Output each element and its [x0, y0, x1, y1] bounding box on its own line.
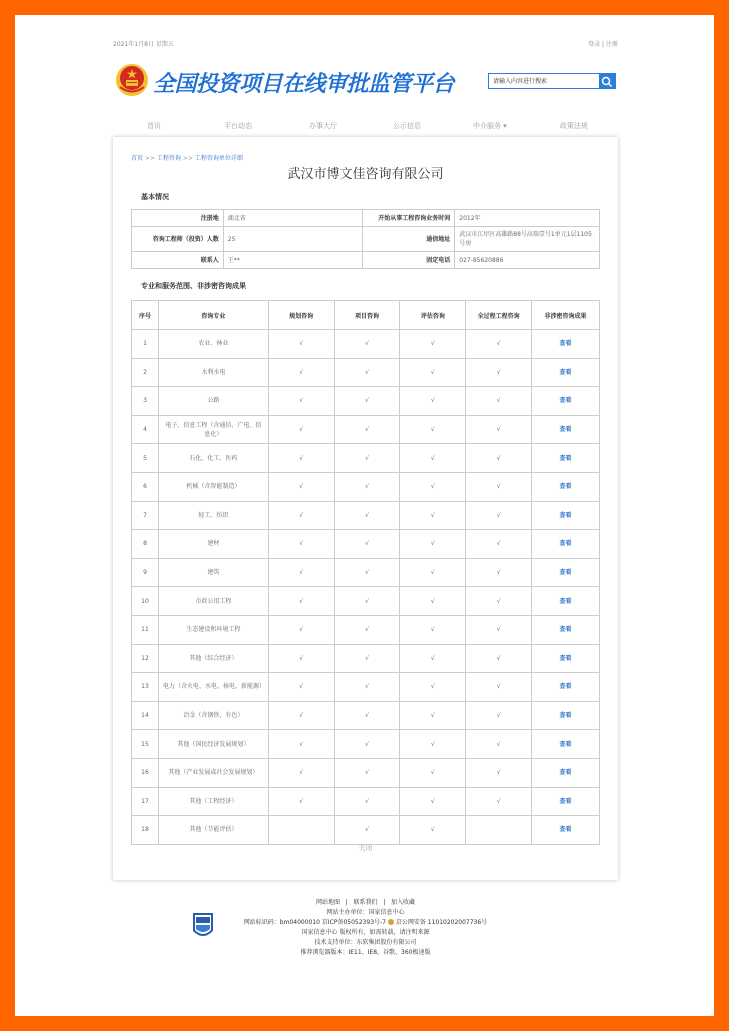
contact-value: 王**: [223, 252, 363, 269]
page: [15, 15, 714, 1016]
row-specialty: 轻工、纺织: [158, 501, 268, 530]
check-plan: √: [268, 758, 334, 787]
table-row: [132, 787, 600, 816]
view-results-link[interactable]: 查看: [532, 472, 600, 501]
footer-links: [113, 898, 618, 908]
check-whole: √: [466, 501, 532, 530]
table-row: [132, 615, 600, 644]
view-results-link[interactable]: 查看: [532, 387, 600, 416]
view-results-link[interactable]: 查看: [532, 701, 600, 730]
check-whole: √: [466, 758, 532, 787]
contact-us-link[interactable]: 联系我们: [353, 899, 378, 906]
close-button[interactable]: 关闭: [358, 844, 373, 852]
row-number: 18: [132, 816, 159, 845]
check-whole: √: [466, 358, 532, 387]
check-whole: √: [466, 615, 532, 644]
row-specialty: 市政公用工程: [158, 587, 268, 616]
table-row: [132, 530, 600, 559]
table-row: [132, 227, 600, 252]
check-eval: √: [400, 530, 466, 559]
services-table: [131, 300, 600, 845]
separator: |: [602, 41, 605, 48]
nav-public-info[interactable]: 公示信息: [393, 122, 421, 130]
nav-home[interactable]: 首页: [147, 122, 161, 130]
view-results-link[interactable]: 查看: [532, 501, 600, 530]
row-specialty: 农业、林业: [158, 330, 268, 359]
check-project: √: [334, 787, 400, 816]
check-eval: √: [400, 472, 466, 501]
table-row: [132, 210, 600, 227]
detail-card: [113, 137, 618, 880]
contact-label: 联系人: [132, 252, 224, 269]
table-row: [132, 501, 600, 530]
address-label: 通信地址: [363, 227, 455, 252]
check-project: √: [334, 415, 400, 444]
police-badge-icon: [388, 919, 394, 925]
sitemap-link[interactable]: 网站地图: [315, 899, 340, 906]
check-whole: √: [466, 530, 532, 559]
check-project: √: [334, 387, 400, 416]
header-col-project: 项目咨询: [334, 301, 400, 330]
check-plan: √: [268, 415, 334, 444]
row-specialty: 建材: [158, 530, 268, 559]
view-results-link[interactable]: 查看: [532, 758, 600, 787]
row-specialty: 水利水电: [158, 358, 268, 387]
register-link[interactable]: 注册: [605, 41, 618, 48]
breadcrumb-home[interactable]: 首页: [131, 155, 144, 162]
header-col-planning: 规划咨询: [268, 301, 334, 330]
top-bar: [113, 39, 618, 51]
row-number: 9: [132, 558, 159, 587]
view-results-link[interactable]: 查看: [532, 558, 600, 587]
check-whole: √: [466, 701, 532, 730]
table-row: [132, 701, 600, 730]
row-number: 15: [132, 730, 159, 759]
row-number: 5: [132, 444, 159, 473]
check-whole: √: [466, 787, 532, 816]
site-title[interactable]: 全国投资项目在线审批监管平台: [153, 72, 455, 97]
check-project: √: [334, 701, 400, 730]
search-box: [488, 73, 616, 89]
check-whole: √: [466, 587, 532, 616]
view-results-link[interactable]: 查看: [532, 330, 600, 359]
nav-intermediary-services[interactable]: 中介服务 ▾: [473, 122, 507, 130]
reg-place-value: 湖北省: [223, 210, 363, 227]
start-time-label: 开始从事工程咨询业务时间: [363, 210, 455, 227]
nav-platform-news[interactable]: 平台动态: [224, 122, 252, 130]
view-results-link[interactable]: 查看: [532, 587, 600, 616]
main-nav: [113, 121, 618, 135]
check-eval: √: [400, 501, 466, 530]
view-results-link[interactable]: 查看: [532, 615, 600, 644]
basic-info-title: 基本情况: [141, 193, 169, 201]
check-eval: √: [400, 358, 466, 387]
table-row: [132, 252, 600, 269]
check-plan: √: [268, 358, 334, 387]
check-eval: √: [400, 330, 466, 359]
header-col-specialty: 咨询专业: [158, 301, 268, 330]
table-row: [132, 587, 600, 616]
table-row: [132, 730, 600, 759]
table-row: [132, 644, 600, 673]
check-whole: √: [466, 558, 532, 587]
check-project: √: [334, 444, 400, 473]
breadcrumb: [131, 153, 243, 162]
national-emblem-icon: [115, 63, 149, 97]
table-header-row: [132, 301, 600, 330]
basic-info-table: [131, 209, 600, 269]
row-number: 13: [132, 673, 159, 702]
table-row: [132, 415, 600, 444]
table-row: [132, 558, 600, 587]
reg-place-label: 注册地: [132, 210, 224, 227]
login-link[interactable]: 登录: [588, 41, 601, 48]
row-number: 12: [132, 644, 159, 673]
check-project: √: [334, 730, 400, 759]
table-row: [132, 472, 600, 501]
view-results-link[interactable]: 查看: [532, 444, 600, 473]
row-number: 11: [132, 615, 159, 644]
check-project: √: [334, 330, 400, 359]
row-specialty: 其他（国民经济发展规划）: [158, 730, 268, 759]
row-number: 2: [132, 358, 159, 387]
header-col-no: 序号: [132, 301, 159, 330]
phone-value: 027-85620886: [455, 252, 600, 269]
check-plan: √: [268, 530, 334, 559]
row-specialty: 生态建设和环境工程: [158, 615, 268, 644]
row-specialty: 其他（综合经济）: [158, 644, 268, 673]
check-plan: √: [268, 472, 334, 501]
row-number: 3: [132, 387, 159, 416]
company-name: 武汉市博文佳咨询有限公司: [287, 167, 444, 182]
check-eval: √: [400, 387, 466, 416]
current-date: 2021年1月8日 星期五: [113, 41, 174, 48]
row-number: 6: [132, 472, 159, 501]
check-eval: √: [400, 644, 466, 673]
check-whole: √: [466, 673, 532, 702]
check-plan: √: [268, 615, 334, 644]
check-eval: √: [400, 758, 466, 787]
table-row: [132, 387, 600, 416]
check-plan: √: [268, 644, 334, 673]
site-header: [113, 63, 618, 103]
view-results-link[interactable]: 查看: [532, 358, 600, 387]
footer-copyright: 国家信息中心 版权所有，如需转载，请注明来源: [301, 929, 430, 936]
search-button[interactable]: [599, 74, 615, 88]
add-favorite-link[interactable]: 加入收藏: [391, 899, 416, 906]
table-row: [132, 816, 600, 845]
search-icon: [599, 75, 615, 89]
check-plan: √: [268, 730, 334, 759]
phone-label: 固定电话: [363, 252, 455, 269]
row-specialty: 机械（含智能制造）: [158, 472, 268, 501]
header-col-evaluation: 评估咨询: [400, 301, 466, 330]
row-number: 16: [132, 758, 159, 787]
check-whole: √: [466, 730, 532, 759]
check-eval: √: [400, 701, 466, 730]
header-col-whole-process: 全过程工程咨询: [466, 301, 532, 330]
engineers-value: 25: [223, 227, 363, 252]
footer-browser: 推荐浏览器版本：IE11、IE8、谷歌、360极速版: [300, 949, 431, 956]
table-row: [132, 444, 600, 473]
row-specialty: 石化、化工、医药: [158, 444, 268, 473]
footer-icp-line: [113, 918, 618, 928]
footer-police-record[interactable]: 京公网安备 11010202007736号: [395, 919, 488, 926]
row-number: 10: [132, 587, 159, 616]
check-eval: √: [400, 673, 466, 702]
nav-service-hall[interactable]: 办事大厅: [309, 122, 337, 130]
check-plan: √: [268, 673, 334, 702]
check-whole: √: [466, 330, 532, 359]
check-project: √: [334, 530, 400, 559]
table-row: [132, 330, 600, 359]
check-whole: √: [466, 387, 532, 416]
breadcrumb-sep: >>: [144, 155, 155, 162]
breadcrumb-engineering-consulting[interactable]: 工程咨询: [156, 155, 181, 162]
check-project: √: [334, 644, 400, 673]
row-number: 8: [132, 530, 159, 559]
login-register: [588, 39, 618, 48]
check-whole: √: [466, 444, 532, 473]
row-specialty: 公路: [158, 387, 268, 416]
table-row: [132, 673, 600, 702]
check-plan: √: [268, 701, 334, 730]
check-plan: √: [268, 444, 334, 473]
check-whole: [466, 816, 532, 845]
check-plan: √: [268, 787, 334, 816]
row-specialty: 冶金（含钢铁、有色）: [158, 701, 268, 730]
footer-icp[interactable]: 网站标识码：bm04000010 京ICP备05052393号-7: [243, 919, 386, 926]
header-col-results: 非涉密咨询成果: [532, 301, 600, 330]
check-project: √: [334, 758, 400, 787]
row-number: 1: [132, 330, 159, 359]
row-specialty: 其他（产业发展或社会发展规划）: [158, 758, 268, 787]
check-eval: √: [400, 587, 466, 616]
row-number: 17: [132, 787, 159, 816]
start-time-value: 2012年: [455, 210, 600, 227]
services-table-body: [132, 330, 600, 845]
check-whole: √: [466, 644, 532, 673]
check-plan: √: [268, 330, 334, 359]
check-project: √: [334, 587, 400, 616]
check-plan: [268, 816, 334, 845]
check-project: √: [334, 501, 400, 530]
footer-separator: |: [345, 899, 348, 906]
view-results-link[interactable]: 查看: [532, 673, 600, 702]
row-specialty: 电力（含火电、水电、核电、新能源）: [158, 673, 268, 702]
check-project: √: [334, 816, 400, 845]
check-whole: √: [466, 415, 532, 444]
check-eval: √: [400, 730, 466, 759]
row-number: 7: [132, 501, 159, 530]
footer-tech-support: 技术支持单位：东软集团股份有限公司: [314, 939, 417, 946]
check-plan: √: [268, 587, 334, 616]
nav-policies[interactable]: 政策法规: [560, 122, 588, 130]
check-whole: √: [466, 472, 532, 501]
view-results-link[interactable]: 查看: [532, 644, 600, 673]
check-eval: √: [400, 787, 466, 816]
services-title: 专业和服务范围、非涉密咨询成果: [141, 282, 246, 290]
table-row: [132, 358, 600, 387]
row-specialty: 电子、信息工程（含通信、广电、信息化）: [158, 415, 268, 444]
check-plan: √: [268, 501, 334, 530]
view-results-link[interactable]: 查看: [532, 730, 600, 759]
footer-separator: |: [383, 899, 386, 906]
engineers-label: 咨询工程师（投资）人数: [132, 227, 224, 252]
check-project: √: [334, 615, 400, 644]
check-project: √: [334, 558, 400, 587]
site-footer: [113, 898, 618, 958]
check-plan: √: [268, 387, 334, 416]
check-eval: √: [400, 816, 466, 845]
check-eval: √: [400, 558, 466, 587]
footer-sponsor: 网站主办单位：国家信息中心: [326, 909, 405, 916]
address-value: 武汉市江岸区高雄路88号高瑞壹号1单元1层1105号房: [455, 227, 600, 252]
breadcrumb-current[interactable]: 工程咨询单位详细: [194, 155, 243, 162]
row-specialty: 其他（节能评估）: [158, 816, 268, 845]
row-number: 4: [132, 415, 159, 444]
check-eval: √: [400, 415, 466, 444]
check-eval: √: [400, 615, 466, 644]
check-project: √: [334, 673, 400, 702]
view-results-link[interactable]: 查看: [532, 787, 600, 816]
check-project: √: [334, 472, 400, 501]
row-specialty: 其他（工程经济）: [158, 787, 268, 816]
check-eval: √: [400, 444, 466, 473]
check-project: √: [334, 358, 400, 387]
check-plan: √: [268, 558, 334, 587]
table-row: [132, 758, 600, 787]
breadcrumb-sep: >>: [182, 155, 193, 162]
row-specialty: 建筑: [158, 558, 268, 587]
search-input[interactable]: [489, 74, 599, 88]
view-results-link[interactable]: 查看: [532, 415, 600, 444]
view-results-link[interactable]: 查看: [532, 816, 600, 845]
view-results-link[interactable]: 查看: [532, 530, 600, 559]
row-number: 14: [132, 701, 159, 730]
